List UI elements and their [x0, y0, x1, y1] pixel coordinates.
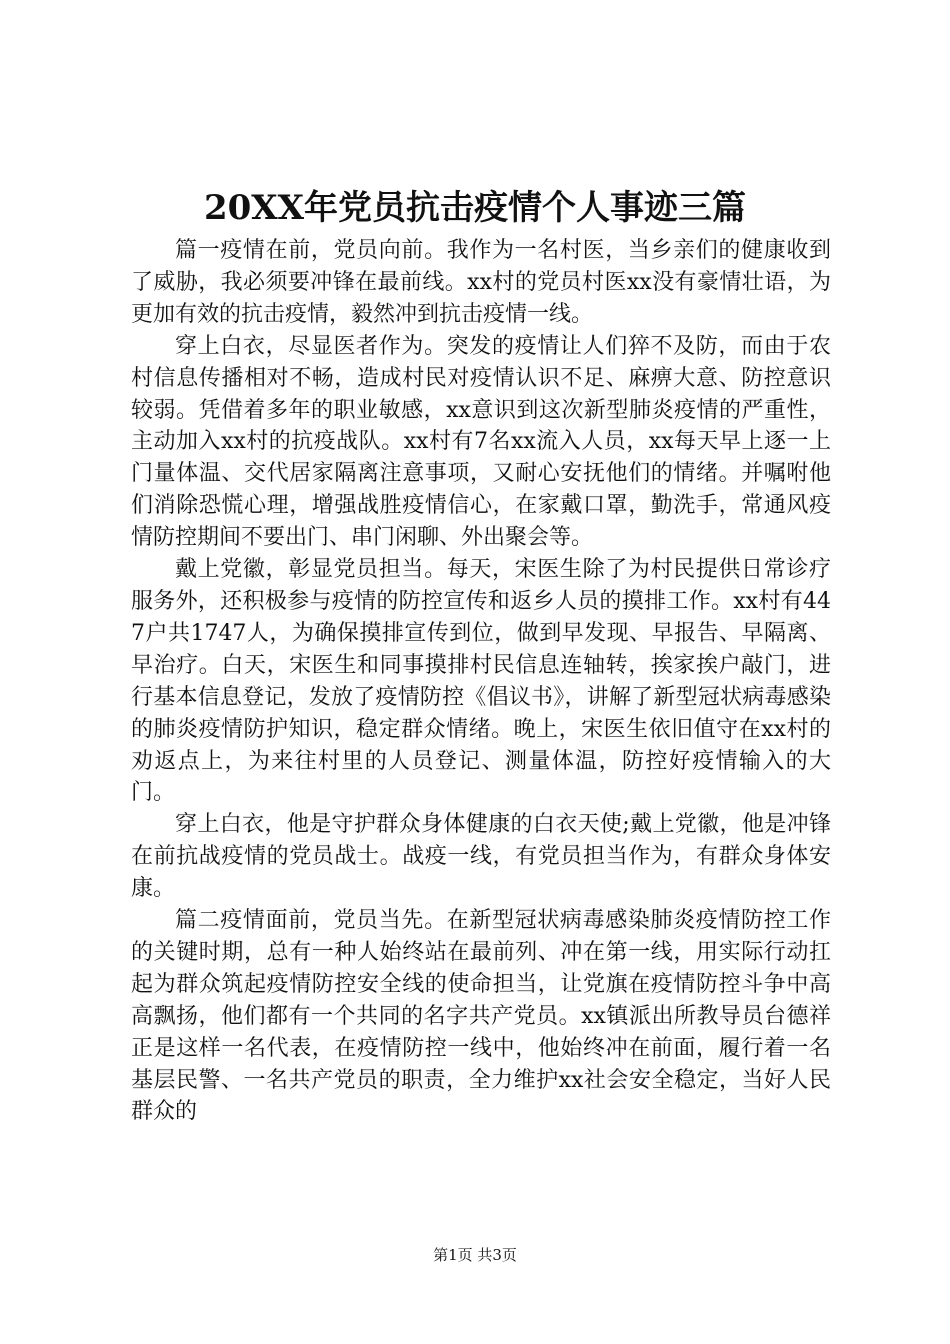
- document-body: [131, 235, 831, 1128]
- document-title: 20XX年党员抗击疫情个人事迹三篇: [203, 188, 747, 228]
- paragraph-5: 篇二疫情面前，党员当先。在新型冠状病毒感染肺炎疫情防控工作的关键时期，总有一种人始终站在最前列、冲在第一线，用实际行动扛起为群众筑起疫情防控安全线的使命担当，让党旗在疫情防控斗争中高高飘扬，他们都有一个共同的名字共产党员。xx镇派出所教导员台德祥正是这样一名代表，在疫情防控一线中，他始终冲在前面，履行着一名基层民警、一名共产党员的职责，全力维护xx社会安全稳定，当好人民群众的: [131, 908, 831, 1125]
- paragraph-1: 篇一疫情在前，党员向前。我作为一名村医，当乡亲们的健康收到了威胁，我必须要冲锋在最前线。xx村的党员村医xx没有豪情壮语，为更加有效的抗击疫情，毅然冲到抗击疫情一线。: [131, 238, 831, 327]
- paragraph-3: 戴上党徽，彰显党员担当。每天，宋医生除了为村民提供日常诊疗服务外，还积极参与疫情的防控宣传和返乡人员的摸排工作。xx村有447户共1747人，为确保摸排宣传到位，做到早发现、早报告、早隔离、早治疗。白天，宋医生和同事摸排村民信息连轴转，挨家挨户敲门，进行基本信息登记，发放了疫情防控《倡议书》，讲解了新型冠状病毒感染的肺炎疫情防护知识，稳定群众情绪。晚上，宋医生依旧值守在xx村的劝返点上，为来往村里的人员登记、测量体温，防控好疫情输入的大门。: [131, 557, 831, 806]
- paragraph-2: 穿上白衣，尽显医者作为。突发的疫情让人们猝不及防，而由于农村信息传播相对不畅，造成村民对疫情认识不足、麻痹大意、防控意识较弱。凭借着多年的职业敏感，xx意识到这次新型肺炎疫情的严重性，主动加入xx村的抗疫战队。xx村有7名xx流入人员，xx每天早上逐一上门量体温、交代居家隔离注意事项，又耐心安抚他们的情绪。并嘱咐他们消除恐慌心理，增强战胜疫情信心，在家戴口罩，勤洗手，常通风疫情防控期间不要出门、串门闲聊、外出聚会等。: [131, 333, 831, 551]
- page-footer: 第1页 共3页: [433, 1246, 517, 1264]
- paragraph-4: 穿上白衣，他是守护群众身体健康的白衣天使;戴上党徽，他是冲锋在前抗战疫情的党员战士。战疫一线，有党员担当作为，有群众身体安康。: [131, 812, 831, 902]
